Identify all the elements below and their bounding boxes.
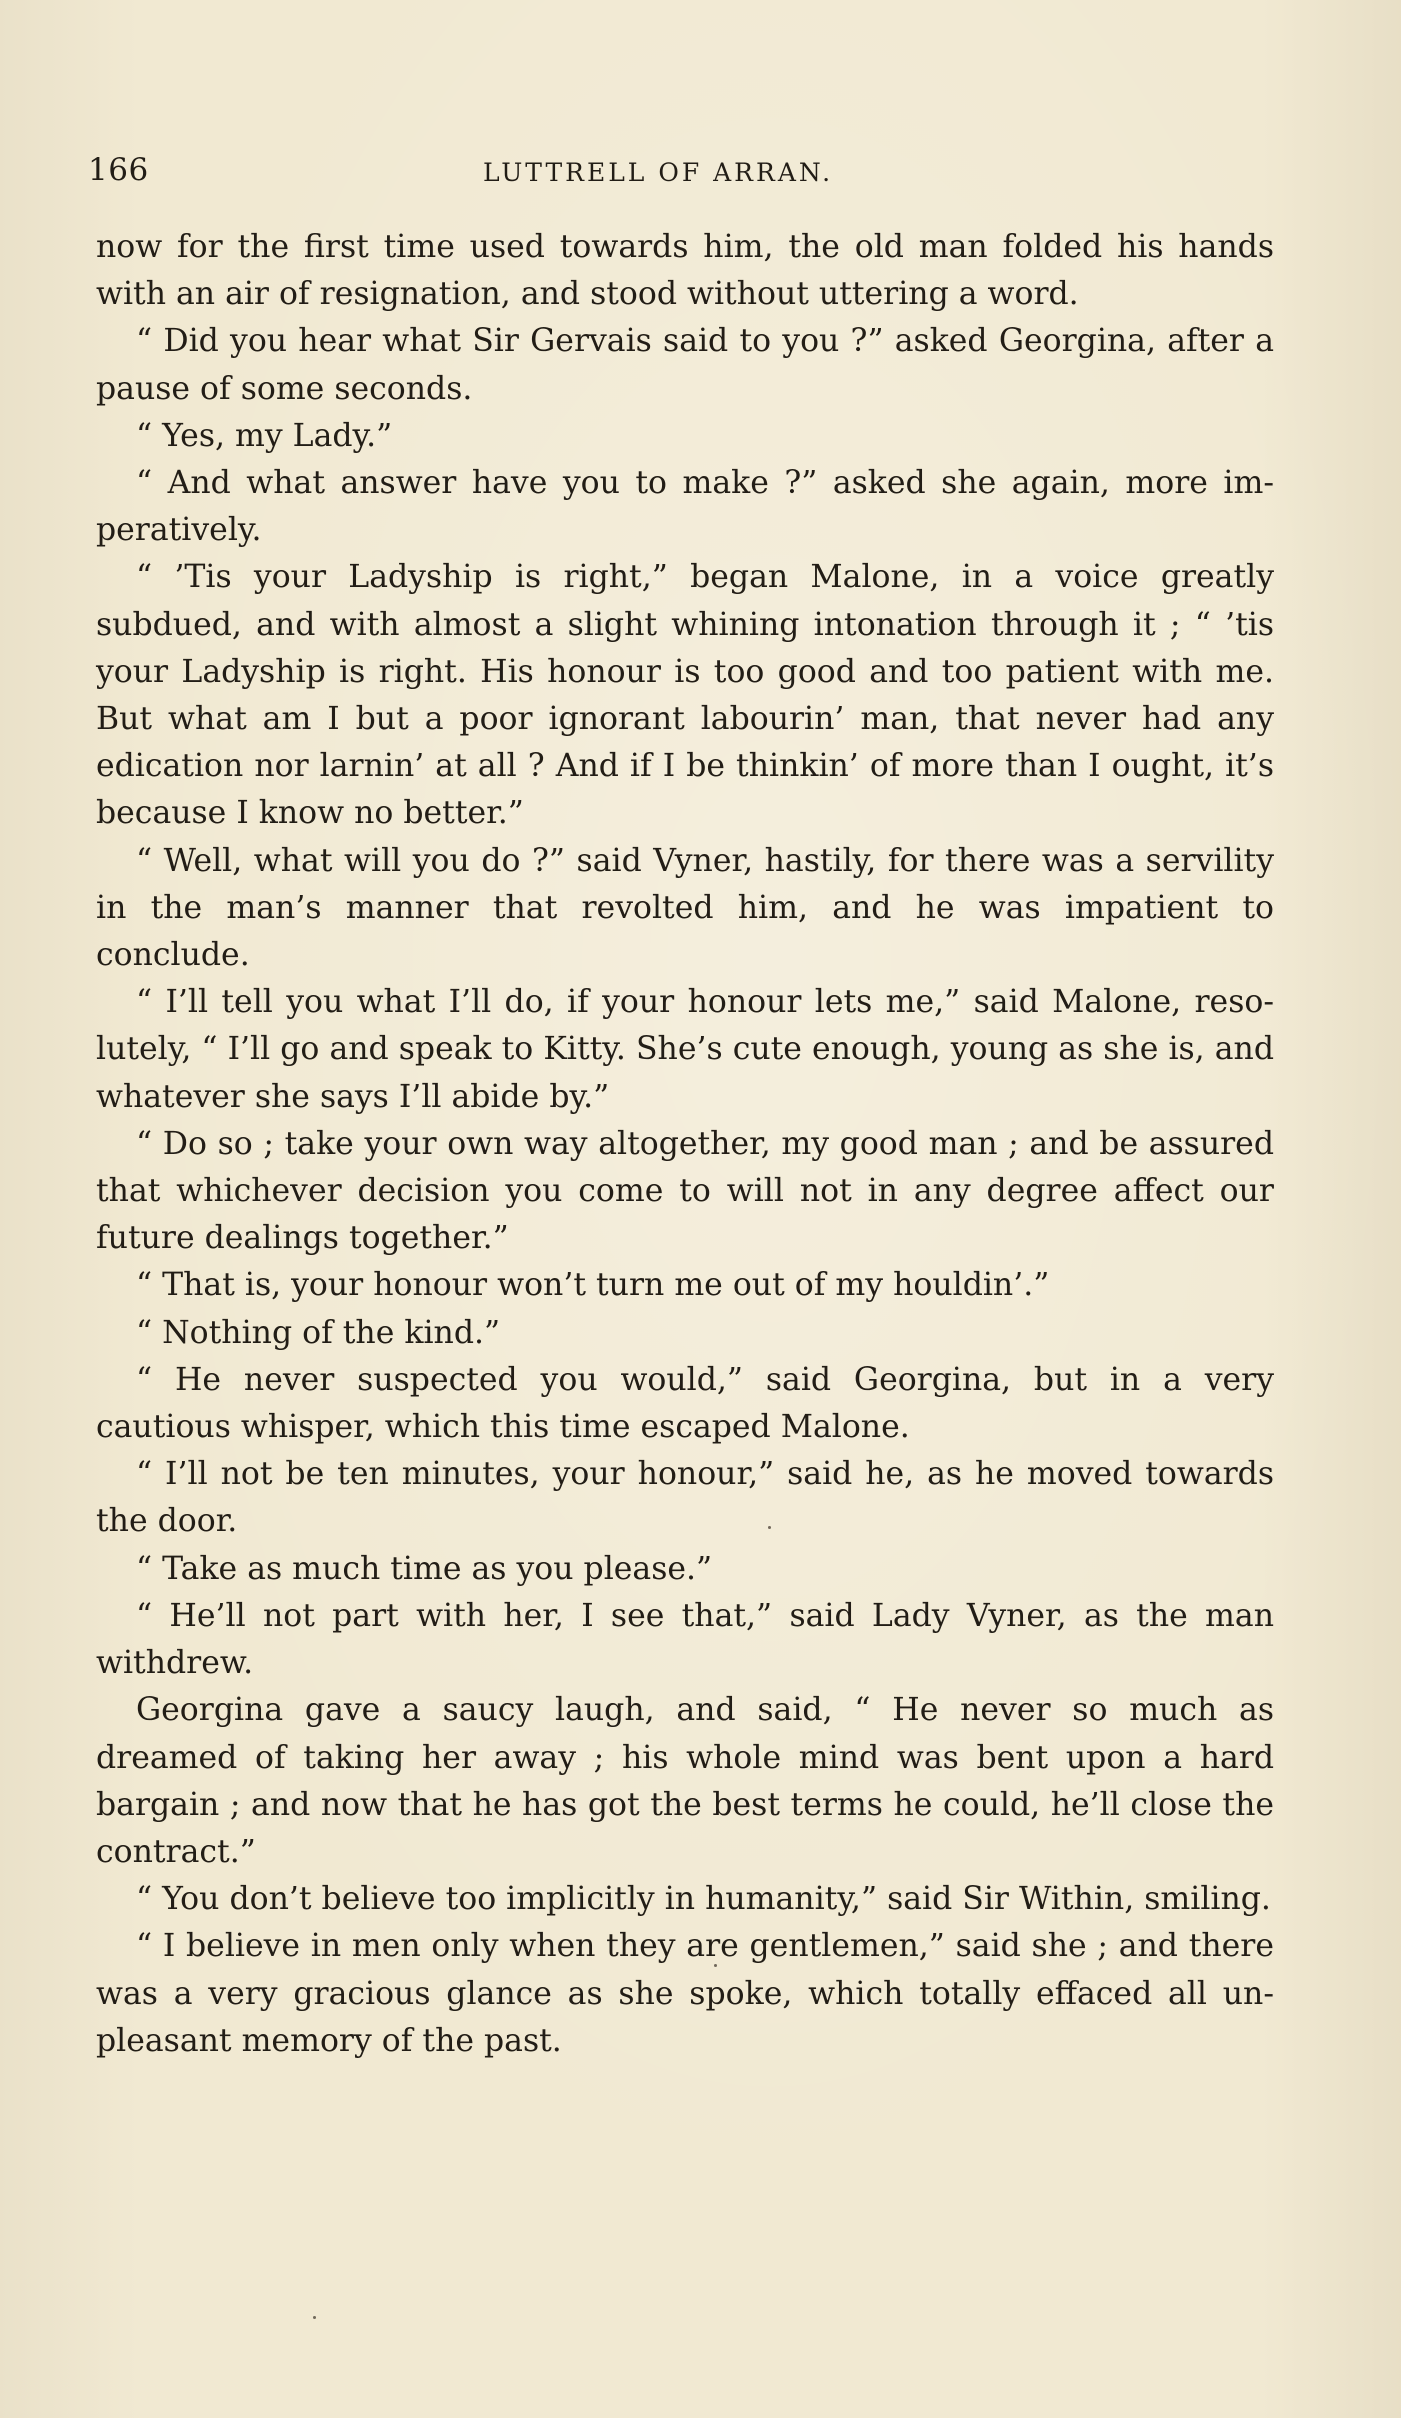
paragraph-2: “ Did you hear what Sir Gervais said to you ?” asked Georgina, after a pause of some seconds. [96,323,1274,407]
paragraph-9: “ That is, your honour won’t turn me out of my houldin’.” [136,1267,1050,1304]
paragraph-10: “ Nothing of the kind.” [136,1314,501,1351]
page-header [88,152,1276,192]
ink-speck [714,1964,717,1967]
paragraph-13: “ Take as much time as you please.” [136,1550,713,1587]
paragraph-1: now for the first time used towards him, the old man folded his hands with an air of resignation, and stood without uttering a word. [96,229,1274,313]
ink-speck [768,1526,771,1529]
paragraph-14: “ He’ll not part with her, I see that,” said Lady Vyner, as the man withdrew. [96,1597,1274,1682]
paragraph-17: “ I believe in men only when they are gentlemen,” said she ; and there was a very gracious glance as she spoke, which totally effaced all unpleasant memory of the past. [96,1928,1274,2059]
paragraph-11: “ He never suspected you would,” said Georgina, but in a very cautious whisper, which this time escaped Malone. [96,1361,1274,1446]
paragraph-12: “ I’ll not be ten minutes, your honour,” said he, as he moved towards the door. [96,1456,1274,1540]
page-number: 166 [88,152,149,188]
paragraph-3: “ Yes, my Lady.” [136,417,393,454]
paragraph-7: “ I’ll tell you what I’ll do, if your honour lets me,” said Malone, resolutely, “ I’ll go and speak to Kitty. She’s cute enough, young as she is, and whatever she says I’ll abide by.” [96,984,1274,1115]
paragraph-4: “ And what answer have you to make ?” asked she again, more imperatively. [96,465,1274,549]
paragraph-6: “ Well, what will you do ?” said Vyner, hastily, for there was a servility in the man’s manner that revolted him, and he was impatient to conclude. [96,842,1274,974]
paragraph-15: Georgina gave a saucy laugh, and said, “ He never so much as dreamed of taking her away ; his whole mind was bent upon a hard bargain ; and now that he has got the best terms he could, he’ll close the contract.” [96,1692,1274,1870]
running-head: LUTTRELL OF ARRAN. [483,158,834,187]
paragraph-8: “ Do so ; take your own way altogether, my good man ; and be assured that whichever decision you come to will not in any degree affect our future dealings together.” [96,1125,1274,1257]
body-text [96,224,1274,2065]
ink-speck [313,2316,316,2319]
paragraph-5: “ ’Tis your Ladyship is right,” began Malone, in a voice greatly subdued, and with almost a slight whining intonation through it ; “ ’tis your Ladyship is right. His honour is too good and too patient with me. But what am I but a poor ignorant labourin’ man, that never had any edication nor larnin’ at all ? And if I be thinkin’ of more than I ought, it’s because I know no better.” [96,559,1274,832]
paragraph-16: “ You don’t believe too implicitly in humanity,” said Sir Within, smiling. [136,1881,1271,1918]
